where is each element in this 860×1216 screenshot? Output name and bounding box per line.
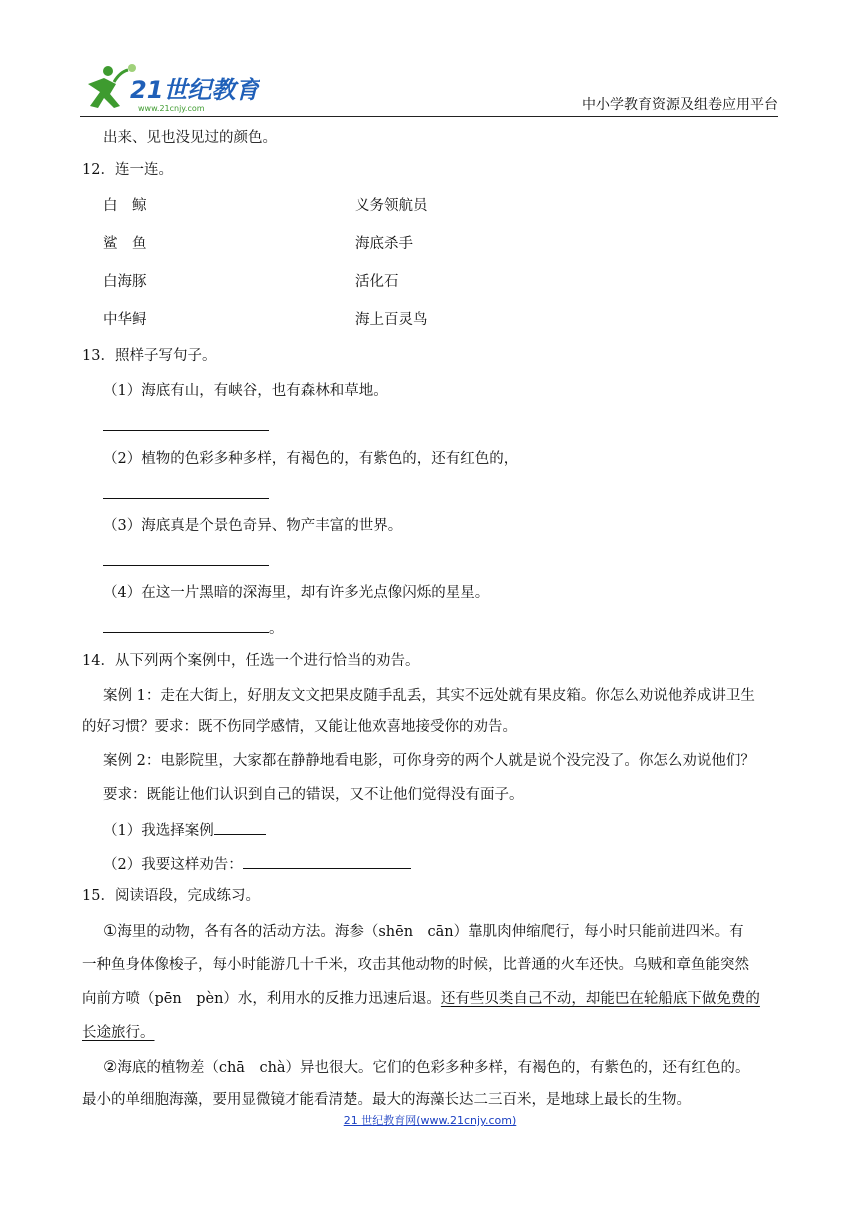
answer-blank[interactable]: [103, 551, 269, 572]
q14-item2: （2）我要这样劝告：: [103, 854, 411, 875]
q13-title: 13．照样子写句子。: [82, 348, 217, 364]
answer-blank[interactable]: [103, 484, 269, 505]
q15-p1-line: 向前方喷（pēn pèn）水，利用水的反推力迅速后退。还有些贝类自己不动，却能巴在轮船底下做免费的: [82, 991, 760, 1007]
logo-text: 21世纪教育: [130, 76, 260, 104]
q13-item: （4）在这一片黑暗的深海里，却有许多光点像闪烁的星星。: [103, 585, 490, 601]
q12-right-item: 海底杀手: [355, 236, 413, 252]
paragraph-number: ①: [103, 921, 118, 940]
q14-case2-cont: 要求：既能让他们认识到自己的错误，又不让他们觉得没有面子。: [103, 787, 524, 803]
header-divider: [80, 116, 778, 117]
q14-case1-cont: 的好习惯？要求：既不伤同学感情，又能让他欢喜地接受你的劝告。: [82, 719, 517, 735]
q15-p2-line: 最小的单细胞海藻，要用显微镜才能看清楚。最大的海藻长达二三百米，是地球上最长的生物。: [82, 1092, 691, 1108]
q12-left-item: 鲨 鱼: [103, 236, 147, 252]
q15-p1-line: 一种鱼身体像梭子，每小时能游几十千米，攻击其他动物的时候，比普通的火车还快。乌贼和章鱼能突然: [82, 957, 749, 973]
answer-blank[interactable]: [243, 854, 411, 869]
q14-case2: 案例 2：电影院里，大家都在静静地看电影，可你身旁的两个人就是说个没完没了。你怎么劝说他们？: [103, 753, 755, 769]
answer-blank[interactable]: [214, 820, 266, 835]
footer-link[interactable]: 21 世纪教育网(www.21cnjy.com): [343, 1114, 517, 1127]
underlined-sentence: 还有些贝类自己不动，却能巴在轮船底下做免费的: [440, 991, 760, 1007]
q14-case1: 案例 1：走在大街上，好朋友文文把果皮随手乱丢，其实不远处就有果皮箱。你怎么劝说他养成讲卫生: [103, 688, 755, 704]
blank-end-punct: 。: [269, 621, 284, 637]
underlined-sentence: 长途旅行。: [82, 1025, 155, 1041]
q12-right-item: 活化石: [355, 274, 399, 290]
q15-p1-line: ①海里的动物，各有各的活动方法。海参（shēn cān）靠肌肉伸缩爬行，每小时只能前进四米。有: [103, 921, 744, 940]
q14-title: 14．从下列两个案例中，任选一个进行恰当的劝告。: [82, 653, 420, 669]
q13-item: （2）植物的色彩多种多样，有褐色的，有紫色的，还有红色的，: [103, 451, 519, 467]
logo: [80, 62, 260, 114]
continued-text: 出来、见也没见过的颜色。: [103, 130, 277, 146]
q12-left-item: 中华鲟: [103, 312, 147, 328]
q15-title: 15．阅读语段，完成练习。: [82, 888, 260, 904]
q13-item: （3）海底真是个景色奇异、物产丰富的世界。: [103, 518, 403, 534]
q13-item: （1）海底有山，有峡谷，也有森林和草地。: [103, 383, 388, 399]
q12-left-item: 白 鲸: [103, 198, 147, 214]
answer-blank[interactable]: [103, 416, 269, 437]
q12-right-item: 海上百灵鸟: [355, 312, 428, 328]
paragraph-number: ②: [103, 1057, 118, 1076]
q12-left-item: 白海豚: [103, 274, 147, 290]
q14-item1: （1）我选择案例: [103, 820, 266, 841]
running-figure-icon: [88, 64, 136, 108]
platform-name: 中小学教育资源及组卷应用平台: [582, 97, 778, 113]
page-header: [80, 62, 778, 120]
logo-url: www.21cnjy.com: [138, 104, 205, 113]
answer-blank[interactable]: [103, 618, 284, 639]
q15-p1-line: [82, 1023, 155, 1043]
q15-p2-line: ②海底的植物差（chā chà）异也很大。它们的色彩多种多样，有褐色的，有紫色的，还有红色的。: [103, 1057, 750, 1076]
q12-title: 12．连一连。: [82, 162, 173, 178]
q12-right-item: 义务领航员: [355, 198, 428, 214]
